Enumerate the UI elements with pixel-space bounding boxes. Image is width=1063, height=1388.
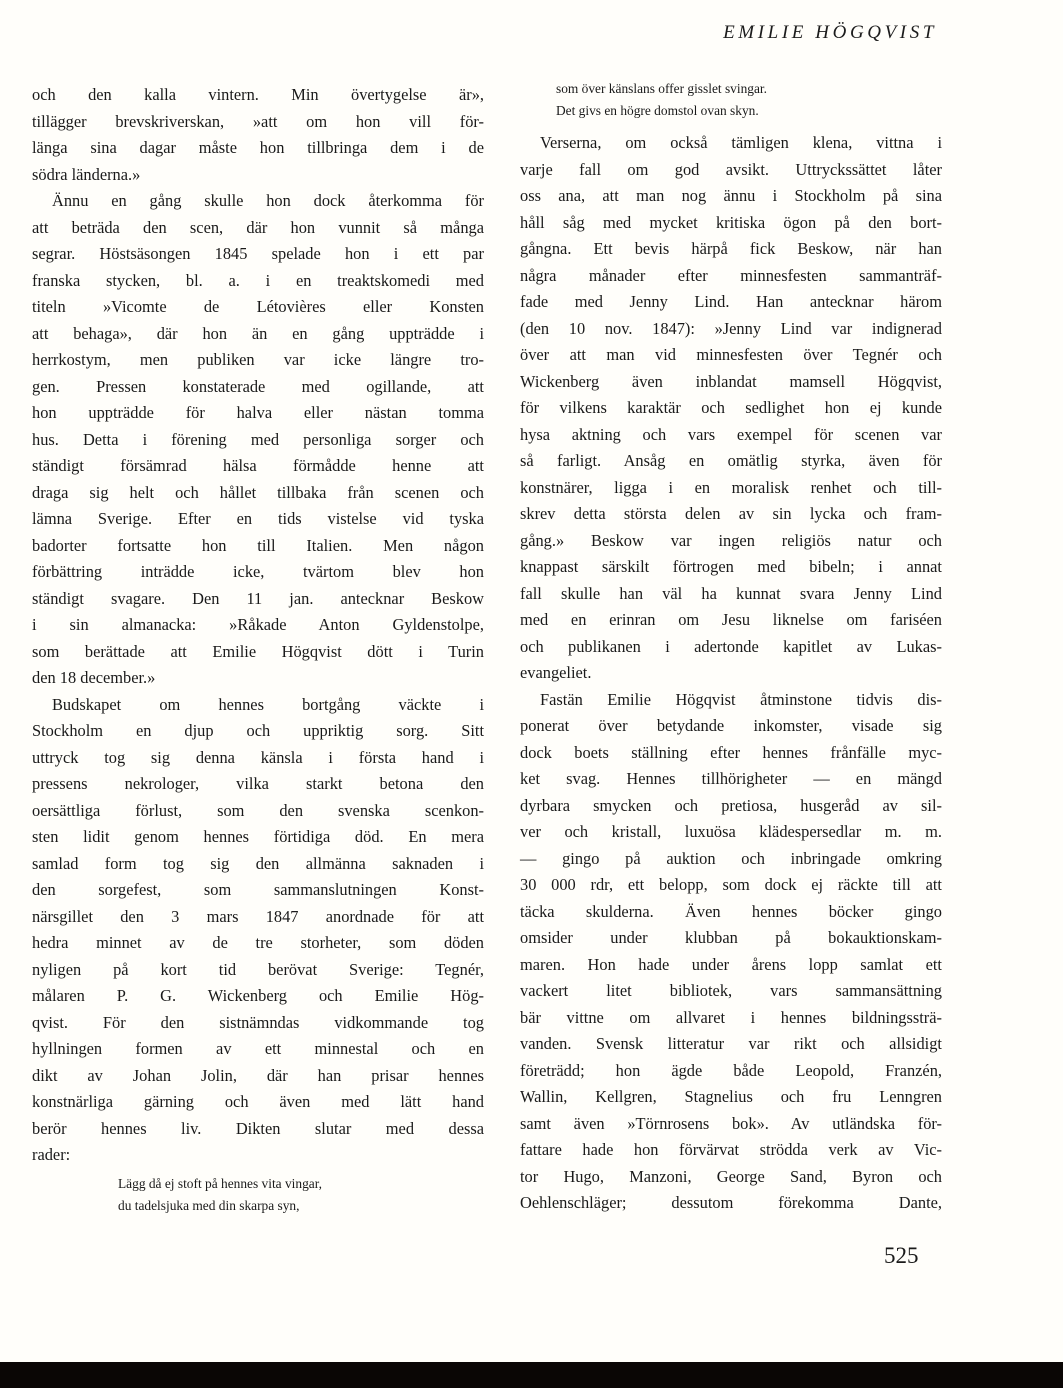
text-line: att behaga», där hon än en gång uppträdde i — [32, 323, 484, 343]
text-line: Wallin, Kellgren, Stagnelius och fru Lenngren — [520, 1087, 942, 1106]
text-line: täcka skulderna. Även hennes böcker gingo — [520, 901, 942, 921]
paragraph — [32, 188, 484, 692]
text-line: bär vittne om allvaret i hennes bildningssträ- — [520, 1007, 942, 1027]
text-line: gångna. Ett bevis härpå fick Beskow, när han — [520, 239, 942, 258]
text-line: hysa aktning och vars exempel för scenen var — [520, 424, 942, 444]
text-line: uttryck tog sig denna känsla i första hand i — [32, 747, 484, 767]
text-line: Wickenberg även inblandat mamsell Högqvist, — [520, 371, 942, 391]
text-line: konstnärer, ligga i en moralisk renhet och till- — [520, 477, 942, 497]
text-line: berör hennes liv. Dikten slutar med dessa — [32, 1118, 484, 1138]
verse-line: som över känslans offer gisslet svingar. — [556, 81, 767, 96]
text-line: lämna Sverige. Efter en tids vistelse vid tyska — [32, 509, 484, 528]
text-line: oersättliga förlust, som den svenska scenkon- — [32, 800, 484, 820]
scan-border — [0, 1362, 1063, 1388]
text-line: med en erinran om Jesu liknelse om fariséen — [520, 610, 942, 629]
text-line: gång.» Beskow var ingen religiös natur och — [520, 530, 942, 550]
verse-block — [520, 78, 942, 122]
paragraph — [520, 687, 942, 1217]
text-line: maren. Hon hade under årens lopp samlat ett — [520, 954, 942, 974]
text-line: pressens nekrologer, vilka starkt betona den — [32, 774, 484, 793]
text-line: över att man vid minnesfesten över Tegnér och — [520, 345, 942, 364]
text-line: Stockholm en djup och uppriktig sorg. Sitt — [32, 721, 484, 740]
text-line: målaren P. G. Wickenberg och Emilie Hög- — [32, 986, 484, 1005]
text-line: qvist. För den sistnämndas vidkommande tog — [32, 1012, 484, 1032]
text-line: (den 10 nov. 1847): »Jenny Lind var indignerad — [520, 318, 942, 338]
text-line: omsider under klubban på bokauktionskam- — [520, 928, 942, 947]
text-line: gen. Pressen konstaterade med ogillande, att — [32, 376, 484, 396]
text-line: dikt av Johan Jolin, där han prisar hennes — [32, 1065, 484, 1085]
text-line: några månader efter minnesfesten sammanträf- — [520, 265, 942, 285]
text-line: fall skulle han väl ha kunnat svara Jenny Lind — [520, 583, 942, 603]
text-line: fattare hade hon förvärvat strödda verk av Vic- — [520, 1140, 942, 1159]
text-line: herrkostym, men publiken var icke längre tro- — [32, 350, 484, 369]
text-line: evangeliet. — [520, 663, 592, 682]
text-line: vanden. Svensk litteratur var rikt och allsidigt — [520, 1034, 942, 1053]
text-line: så farligt. Ansåg en omätlig styrka, även för — [520, 451, 942, 470]
text-line: den sorgefest, som sammanslutningen Konst- — [32, 880, 484, 899]
text-line: Oehlenschläger; dessutom förekomma Dante, — [520, 1193, 942, 1212]
text-line: ständigt svagare. Den 11 jan. antecknar Beskow — [32, 588, 484, 608]
text-line: den 18 december.» — [32, 668, 156, 687]
text-line: länga sina dagar måste hon tillbringa dem i de — [32, 138, 484, 157]
text-line: sten lidit genom hennes förtidiga död. En mera — [32, 827, 484, 846]
text-line: draga sig helt och hållet tillbaka från scenen och — [32, 482, 484, 502]
paragraph — [32, 692, 484, 1169]
paragraph — [32, 82, 484, 188]
text-line: Ännu en gång skulle hon dock återkomma för — [52, 191, 484, 210]
text-line: som berättade att Emilie Högqvist dött i Turin — [32, 641, 484, 661]
text-line: hus. Detta i förening med personliga sorger och — [32, 429, 484, 449]
paragraph — [520, 130, 942, 687]
text-line: — gingo på auktion och inbringade omkring — [520, 848, 942, 868]
text-line: och den kalla vintern. Min övertygelse är», — [32, 85, 484, 104]
running-head: EMILIE HÖGQVIST — [723, 22, 937, 43]
verse-line: du tadelsjuka med din skarpa syn, — [118, 1197, 300, 1213]
text-line: att beträda den scen, där hon vunnit så många — [32, 217, 484, 237]
verse-block — [32, 1173, 484, 1217]
text-line: hedra minnet av de tre storheter, som döden — [32, 933, 484, 952]
verse-line: Lägg då ej stoft på hennes vita vingar, — [118, 1175, 322, 1191]
text-line: skrev detta största delen av sin lycka och fram- — [520, 504, 942, 523]
text-line: dock boets ställning efter hennes frånfälle myc- — [520, 742, 942, 762]
text-line: tillägger brevskriverskan, »att om hon vill för- — [32, 111, 484, 131]
text-line: Verserna, om också tämligen klena, vittna i — [540, 133, 942, 152]
text-line: tor Hugo, Manzoni, George Sand, Byron och — [520, 1166, 942, 1186]
text-line: ständigt försämrad hälsa förmådde henne att — [32, 456, 484, 475]
text-line: hyllningen formen av ett minnestal och en — [32, 1039, 484, 1058]
text-line: södra länderna.» — [32, 164, 141, 184]
text-line: vackert litet bibliotek, vars sammansättning — [520, 981, 942, 1000]
text-line: håll såg med mycket kritiska ögon på den bort- — [520, 212, 942, 232]
text-line: företrädd; hon ägde både Leopold, Franzén, — [520, 1060, 942, 1080]
page-number: 525 — [884, 1243, 919, 1268]
text-line: Fastän Emilie Högqvist åtminstone tidvis dis- — [540, 689, 942, 709]
text-line: ponerat över betydande inkomster, visade sig — [520, 716, 942, 735]
text-line: 30 000 rdr, ett belopp, som dock ej räckte till att — [520, 875, 942, 894]
text-line: i sin almanacka: »Råkade Anton Gyldenstolpe, — [32, 615, 484, 634]
text-line: konstnärliga gärning och även med lätt hand — [32, 1092, 484, 1111]
text-line: ver och kristall, luxuösa klädespersedlar m. m. — [520, 822, 942, 841]
text-line: oss ana, att man nog ännu i Stockholm på sina — [520, 186, 942, 205]
left-column — [32, 82, 484, 1217]
text-line: förbättring inträdde icke, tvärtom blev hon — [32, 562, 484, 581]
text-line: och publikanen i adertonde kapitlet av Lukas- — [520, 636, 942, 656]
text-line: varje fall om god avsikt. Uttryckssättet låter — [520, 159, 942, 179]
text-line: Budskapet om hennes bortgång väckte i — [52, 694, 484, 714]
text-line: franska stycken, bl. a. i en treaktskomedi med — [32, 270, 484, 290]
text-line: dyrbara smycken och pretiosa, husgeråd av sil- — [520, 795, 942, 815]
text-line: nyligen på kort tid berövat Sverige: Tegnér, — [32, 959, 484, 979]
text-line: rader: — [32, 1145, 71, 1164]
text-line: ket svag. Hennes tillhörigheter — en mängd — [520, 769, 942, 788]
text-line: för vilkens karaktär och sedlighet hon ej kunde — [520, 398, 942, 417]
verse-line: Det givs en högre domstol ovan skyn. — [556, 103, 759, 118]
text-line: fade med Jenny Lind. Han antecknar härom — [520, 292, 942, 311]
right-column — [520, 82, 942, 1217]
text-line: samlad form tog sig den allmänna saknaden i — [32, 853, 484, 873]
text-line: knappast särskilt förtrogen med bibeln; i annat — [520, 557, 942, 576]
text-line: titeln »Vicomte de Létovières eller Konsten — [32, 297, 484, 316]
text-line: samt även »Törnrosens bok». Av utländska för- — [520, 1113, 942, 1133]
text-line: segrar. Höstsäsongen 1845 spelade hon i ett par — [32, 244, 484, 263]
text-line: närsgillet den 3 mars 1847 anordnade för att — [32, 906, 484, 926]
text-line: badorter fortsatte hon till Italien. Men någon — [32, 535, 484, 555]
text-line: hon uppträdde för halva eller nästan tomma — [32, 403, 484, 422]
